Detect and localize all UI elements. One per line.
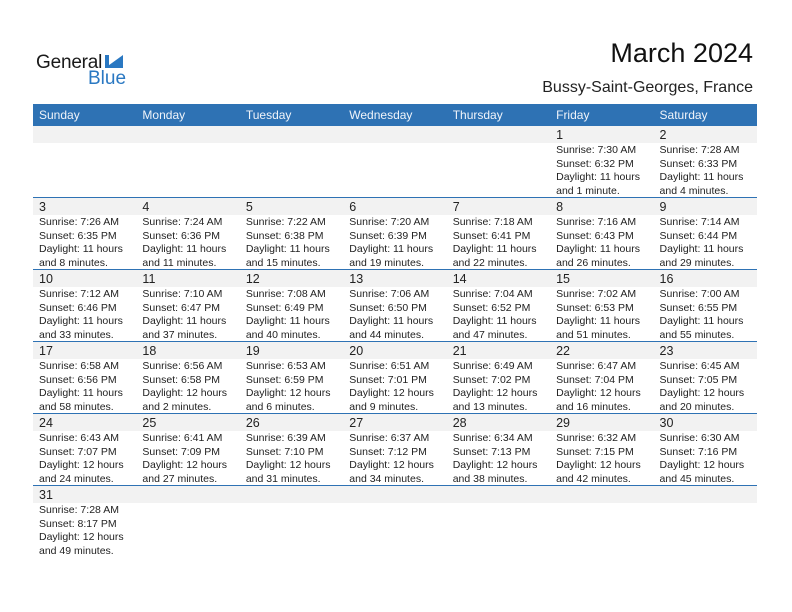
sunset-time: Sunset: 6:52 PM — [452, 301, 531, 314]
daylight-duration: Daylight: 11 hours — [452, 243, 537, 255]
sunrise-time: Sunrise: 7:24 AM — [142, 216, 223, 228]
daylight-duration: Daylight: 11 hours — [142, 243, 227, 255]
sunset-time: Sunset: 6:38 PM — [245, 229, 324, 242]
sunrise-time: Sunrise: 6:58 AM — [39, 360, 119, 372]
day-number — [550, 486, 653, 503]
day-cell — [33, 342, 136, 413]
daylight-duration: Daylight: 12 hours — [142, 387, 228, 399]
weekday-wednesday: Wednesday — [349, 108, 413, 122]
day-cell — [654, 126, 757, 197]
sun-info — [136, 215, 239, 270]
day-cell — [136, 342, 239, 413]
sunset-time: Sunset: 8:17 PM — [39, 517, 117, 530]
day-number: 26 — [240, 414, 343, 431]
day-number: 11 — [136, 270, 239, 287]
daylight-duration: Daylight: 12 hours — [452, 459, 538, 471]
day-number — [136, 486, 239, 503]
daylight-duration: Daylight: 11 hours — [659, 171, 744, 183]
sun-info — [447, 431, 550, 486]
day-number — [343, 126, 446, 143]
daylight-duration: Daylight: 11 hours — [659, 315, 744, 327]
page-title: March 2024 — [610, 38, 753, 68]
logo-word-general: General — [36, 52, 103, 73]
empty-day-cell — [550, 486, 653, 557]
daylight-duration: Daylight: 12 hours — [39, 531, 124, 543]
weekday-sunday: Sunday — [39, 108, 80, 122]
daylight-duration: Daylight: 11 hours — [659, 243, 744, 255]
sunrise-time: Sunrise: 6:56 AM — [142, 360, 223, 372]
daylight-duration: and 19 minutes. — [349, 256, 424, 269]
day-cell — [343, 342, 446, 413]
daylight-duration: Daylight: 12 hours — [659, 459, 745, 471]
day-number: 18 — [136, 342, 239, 359]
daylight-duration: and 47 minutes. — [452, 328, 528, 341]
sunset-time: Sunset: 6:53 PM — [556, 301, 634, 314]
sunrise-time: Sunrise: 6:45 AM — [659, 360, 740, 372]
sunrise-time: Sunrise: 7:06 AM — [349, 288, 430, 300]
sunrise-time: Sunrise: 7:14 AM — [659, 216, 740, 228]
daylight-duration: and 26 minutes. — [556, 256, 631, 269]
location-subtitle: Bussy-Saint-Georges, France — [542, 79, 753, 96]
day-cell — [240, 342, 343, 413]
daylight-duration: Daylight: 11 hours — [349, 243, 434, 255]
sunset-time: Sunset: 6:59 PM — [245, 373, 324, 386]
daylight-duration: Daylight: 12 hours — [142, 459, 228, 471]
daylight-duration: Daylight: 12 hours — [349, 459, 434, 471]
day-number: 4 — [136, 198, 239, 215]
day-number: 10 — [33, 270, 136, 287]
weekday-tuesday: Tuesday — [245, 108, 292, 122]
sun-info — [136, 287, 239, 342]
day-cell — [33, 198, 136, 269]
daylight-duration: Daylight: 12 hours — [556, 387, 641, 399]
sun-info — [343, 359, 446, 414]
day-number: 20 — [343, 342, 446, 359]
sunset-time: Sunset: 7:13 PM — [452, 445, 531, 458]
sunrise-time: Sunrise: 7:22 AM — [245, 216, 326, 228]
daylight-duration: and 33 minutes. — [39, 328, 114, 341]
sunset-time: Sunset: 7:04 PM — [556, 373, 634, 386]
day-number: 31 — [33, 486, 136, 503]
sunset-time: Sunset: 6:39 PM — [349, 229, 427, 242]
sunset-time: Sunset: 7:05 PM — [659, 373, 738, 386]
sunrise-time: Sunrise: 7:04 AM — [452, 288, 533, 300]
sunrise-time: Sunrise: 7:30 AM — [556, 144, 637, 156]
day-number: 27 — [343, 414, 446, 431]
sun-info — [343, 215, 446, 270]
daylight-duration: and 44 minutes. — [349, 328, 424, 341]
day-cell — [550, 126, 653, 197]
logo — [36, 52, 136, 88]
calendar-weeks — [33, 126, 757, 557]
day-cell — [447, 270, 550, 341]
daylight-duration: Daylight: 12 hours — [659, 387, 745, 399]
daylight-duration: and 37 minutes. — [142, 328, 218, 341]
sun-info — [240, 287, 343, 342]
day-cell — [654, 342, 757, 413]
sun-info — [343, 431, 446, 486]
daylight-duration: Daylight: 12 hours — [556, 459, 641, 471]
day-cell — [343, 270, 446, 341]
day-cell — [654, 414, 757, 485]
sunset-time: Sunset: 6:41 PM — [452, 229, 531, 242]
sunrise-time: Sunrise: 7:10 AM — [142, 288, 223, 300]
weekday-monday: Monday — [142, 108, 186, 122]
daylight-duration: and 51 minutes. — [556, 328, 631, 341]
sunrise-time: Sunrise: 6:39 AM — [245, 432, 326, 444]
day-number: 30 — [654, 414, 757, 431]
day-number: 12 — [240, 270, 343, 287]
sun-info — [33, 359, 136, 414]
daylight-duration: and 45 minutes. — [659, 472, 735, 485]
sun-info — [550, 287, 653, 342]
day-number — [654, 486, 757, 503]
daylight-duration: Daylight: 12 hours — [39, 459, 124, 471]
sunrise-time: Sunrise: 7:08 AM — [245, 288, 326, 300]
empty-day-cell — [240, 126, 343, 197]
sunset-time: Sunset: 7:01 PM — [349, 373, 427, 386]
daylight-duration: Daylight: 11 hours — [39, 387, 123, 399]
daylight-duration: and 29 minutes. — [659, 256, 735, 269]
day-number — [447, 126, 550, 143]
day-cell — [550, 198, 653, 269]
day-cell — [654, 198, 757, 269]
sunrise-time: Sunrise: 7:02 AM — [556, 288, 637, 300]
sunset-time: Sunset: 7:02 PM — [452, 373, 531, 386]
sun-info — [550, 431, 653, 486]
sun-info — [654, 143, 757, 198]
sunset-time: Sunset: 6:35 PM — [39, 229, 117, 242]
calendar-grid — [33, 104, 757, 557]
sunset-time: Sunset: 7:16 PM — [659, 445, 738, 458]
day-number — [240, 486, 343, 503]
sun-info — [240, 431, 343, 486]
daylight-duration: and 8 minutes. — [39, 256, 108, 269]
logo-word-blue: Blue — [88, 68, 127, 89]
daylight-duration: Daylight: 11 hours — [142, 315, 227, 327]
empty-day-cell — [343, 486, 446, 557]
day-cell — [136, 270, 239, 341]
sunrise-time: Sunrise: 6:51 AM — [349, 360, 430, 372]
day-cell — [447, 342, 550, 413]
day-cell — [550, 342, 653, 413]
sun-info — [654, 431, 757, 486]
daylight-duration: and 58 minutes. — [39, 400, 114, 413]
daylight-duration: Daylight: 11 hours — [556, 171, 640, 183]
sunset-time: Sunset: 7:07 PM — [39, 445, 117, 458]
calendar-week-row — [33, 486, 757, 557]
sunrise-time: Sunrise: 7:28 AM — [39, 504, 119, 516]
sunrise-time: Sunrise: 6:41 AM — [142, 432, 223, 444]
sun-info — [136, 431, 239, 486]
empty-day-cell — [136, 486, 239, 557]
sunset-time: Sunset: 6:43 PM — [556, 229, 634, 242]
day-number: 16 — [654, 270, 757, 287]
daylight-duration: and 42 minutes. — [556, 472, 631, 485]
day-number: 1 — [550, 126, 653, 143]
day-number: 9 — [654, 198, 757, 215]
sun-info — [654, 215, 757, 270]
daylight-duration: Daylight: 11 hours — [39, 315, 123, 327]
day-number: 3 — [33, 198, 136, 215]
sunset-time: Sunset: 6:33 PM — [659, 157, 738, 170]
day-number: 28 — [447, 414, 550, 431]
sun-info — [447, 215, 550, 270]
calendar-week-row — [33, 270, 757, 342]
sunrise-time: Sunrise: 7:28 AM — [659, 144, 740, 156]
daylight-duration: and 40 minutes. — [245, 328, 321, 341]
calendar-week-row — [33, 414, 757, 486]
calendar-week-row — [33, 126, 757, 198]
sun-info — [33, 431, 136, 486]
day-cell — [240, 198, 343, 269]
sunrise-time: Sunrise: 6:30 AM — [659, 432, 740, 444]
day-number: 25 — [136, 414, 239, 431]
sun-info — [136, 359, 239, 414]
daylight-duration: Daylight: 12 hours — [349, 387, 434, 399]
weekday-thursday: Thursday — [452, 108, 503, 122]
sun-info — [447, 359, 550, 414]
daylight-duration: Daylight: 12 hours — [245, 387, 331, 399]
sunset-time: Sunset: 6:49 PM — [245, 301, 324, 314]
sunset-time: Sunset: 7:15 PM — [556, 445, 634, 458]
sunset-time: Sunset: 6:32 PM — [556, 157, 634, 170]
daylight-duration: Daylight: 11 hours — [245, 243, 330, 255]
daylight-duration: and 6 minutes. — [245, 400, 315, 413]
daylight-duration: Daylight: 11 hours — [39, 243, 123, 255]
sunset-time: Sunset: 7:12 PM — [349, 445, 427, 458]
sunrise-time: Sunrise: 6:32 AM — [556, 432, 637, 444]
day-number — [343, 486, 446, 503]
daylight-duration: and 22 minutes. — [452, 256, 528, 269]
sunset-time: Sunset: 6:56 PM — [39, 373, 117, 386]
day-number — [33, 126, 136, 143]
day-number: 17 — [33, 342, 136, 359]
daylight-duration: and 13 minutes. — [452, 400, 528, 413]
day-number: 15 — [550, 270, 653, 287]
weekday-friday: Friday — [556, 108, 590, 122]
day-number: 5 — [240, 198, 343, 215]
logo-triangle-bar — [105, 55, 109, 68]
sunrise-time: Sunrise: 6:43 AM — [39, 432, 119, 444]
daylight-duration: and 15 minutes. — [245, 256, 321, 269]
day-number — [136, 126, 239, 143]
daylight-duration: and 11 minutes. — [142, 256, 217, 269]
sunrise-time: Sunrise: 7:16 AM — [556, 216, 637, 228]
daylight-duration: Daylight: 11 hours — [245, 315, 330, 327]
day-number — [447, 486, 550, 503]
daylight-duration: Daylight: 12 hours — [452, 387, 538, 399]
daylight-duration: Daylight: 11 hours — [556, 243, 640, 255]
day-number: 7 — [447, 198, 550, 215]
weekday-header — [33, 104, 757, 126]
day-cell — [136, 414, 239, 485]
day-number: 14 — [447, 270, 550, 287]
sunrise-time: Sunrise: 6:47 AM — [556, 360, 637, 372]
sun-info — [550, 359, 653, 414]
empty-day-cell — [33, 126, 136, 197]
day-number: 13 — [343, 270, 446, 287]
sunset-time: Sunset: 7:09 PM — [142, 445, 221, 458]
empty-day-cell — [240, 486, 343, 557]
day-cell — [33, 414, 136, 485]
sun-info — [33, 287, 136, 342]
sunset-time: Sunset: 6:58 PM — [142, 373, 221, 386]
day-cell — [447, 414, 550, 485]
sunset-time: Sunset: 7:10 PM — [245, 445, 324, 458]
day-number: 23 — [654, 342, 757, 359]
daylight-duration: and 24 minutes. — [39, 472, 114, 485]
sun-info — [550, 143, 653, 198]
daylight-duration: and 49 minutes. — [39, 544, 114, 557]
daylight-duration: and 34 minutes. — [349, 472, 424, 485]
sun-info — [654, 287, 757, 342]
sunset-time: Sunset: 6:36 PM — [142, 229, 221, 242]
day-number: 6 — [343, 198, 446, 215]
sunset-time: Sunset: 6:47 PM — [142, 301, 221, 314]
sun-info — [550, 215, 653, 270]
day-number: 8 — [550, 198, 653, 215]
sunrise-time: Sunrise: 7:26 AM — [39, 216, 119, 228]
sunset-time: Sunset: 6:46 PM — [39, 301, 117, 314]
sunset-time: Sunset: 6:50 PM — [349, 301, 427, 314]
sun-info — [654, 359, 757, 414]
day-cell — [136, 198, 239, 269]
sunrise-time: Sunrise: 7:00 AM — [659, 288, 740, 300]
empty-day-cell — [343, 126, 446, 197]
daylight-duration: and 27 minutes. — [142, 472, 218, 485]
daylight-duration: and 31 minutes. — [245, 472, 321, 485]
daylight-duration: Daylight: 11 hours — [349, 315, 434, 327]
day-cell — [550, 270, 653, 341]
day-number: 29 — [550, 414, 653, 431]
day-cell — [33, 486, 136, 557]
daylight-duration: and 38 minutes. — [452, 472, 528, 485]
sunrise-time: Sunrise: 6:49 AM — [452, 360, 533, 372]
day-cell — [343, 414, 446, 485]
day-cell — [343, 198, 446, 269]
sunset-time: Sunset: 6:55 PM — [659, 301, 738, 314]
day-number: 22 — [550, 342, 653, 359]
sun-info — [240, 359, 343, 414]
sun-info — [33, 503, 136, 558]
daylight-duration: and 20 minutes. — [659, 400, 735, 413]
day-cell — [550, 414, 653, 485]
daylight-duration: and 16 minutes. — [556, 400, 631, 413]
day-cell — [654, 270, 757, 341]
day-number — [240, 126, 343, 143]
sunrise-time: Sunrise: 7:12 AM — [39, 288, 119, 300]
day-cell — [240, 414, 343, 485]
day-cell — [240, 270, 343, 341]
empty-day-cell — [447, 486, 550, 557]
calendar-week-row — [33, 198, 757, 270]
day-cell — [447, 198, 550, 269]
daylight-duration: Daylight: 11 hours — [556, 315, 640, 327]
empty-day-cell — [136, 126, 239, 197]
daylight-duration: Daylight: 12 hours — [245, 459, 331, 471]
daylight-duration: and 1 minute. — [556, 184, 620, 197]
sun-info — [447, 287, 550, 342]
sunrise-time: Sunrise: 7:18 AM — [452, 216, 533, 228]
sunset-time: Sunset: 6:44 PM — [659, 229, 738, 242]
daylight-duration: and 4 minutes. — [659, 184, 729, 197]
day-number: 24 — [33, 414, 136, 431]
sunrise-time: Sunrise: 6:37 AM — [349, 432, 430, 444]
sunrise-time: Sunrise: 6:34 AM — [452, 432, 533, 444]
sunrise-time: Sunrise: 6:53 AM — [245, 360, 326, 372]
daylight-duration: Daylight: 11 hours — [452, 315, 537, 327]
empty-day-cell — [447, 126, 550, 197]
calendar-week-row — [33, 342, 757, 414]
sun-info — [343, 287, 446, 342]
sun-info — [240, 215, 343, 270]
daylight-duration: and 2 minutes. — [142, 400, 212, 413]
day-number: 2 — [654, 126, 757, 143]
sunrise-time: Sunrise: 7:20 AM — [349, 216, 430, 228]
day-number: 21 — [447, 342, 550, 359]
empty-day-cell — [654, 486, 757, 557]
daylight-duration: and 55 minutes. — [659, 328, 735, 341]
daylight-duration: and 9 minutes. — [349, 400, 419, 413]
sun-info — [33, 215, 136, 270]
day-cell — [33, 270, 136, 341]
day-number: 19 — [240, 342, 343, 359]
weekday-saturday: Saturday — [659, 108, 708, 122]
